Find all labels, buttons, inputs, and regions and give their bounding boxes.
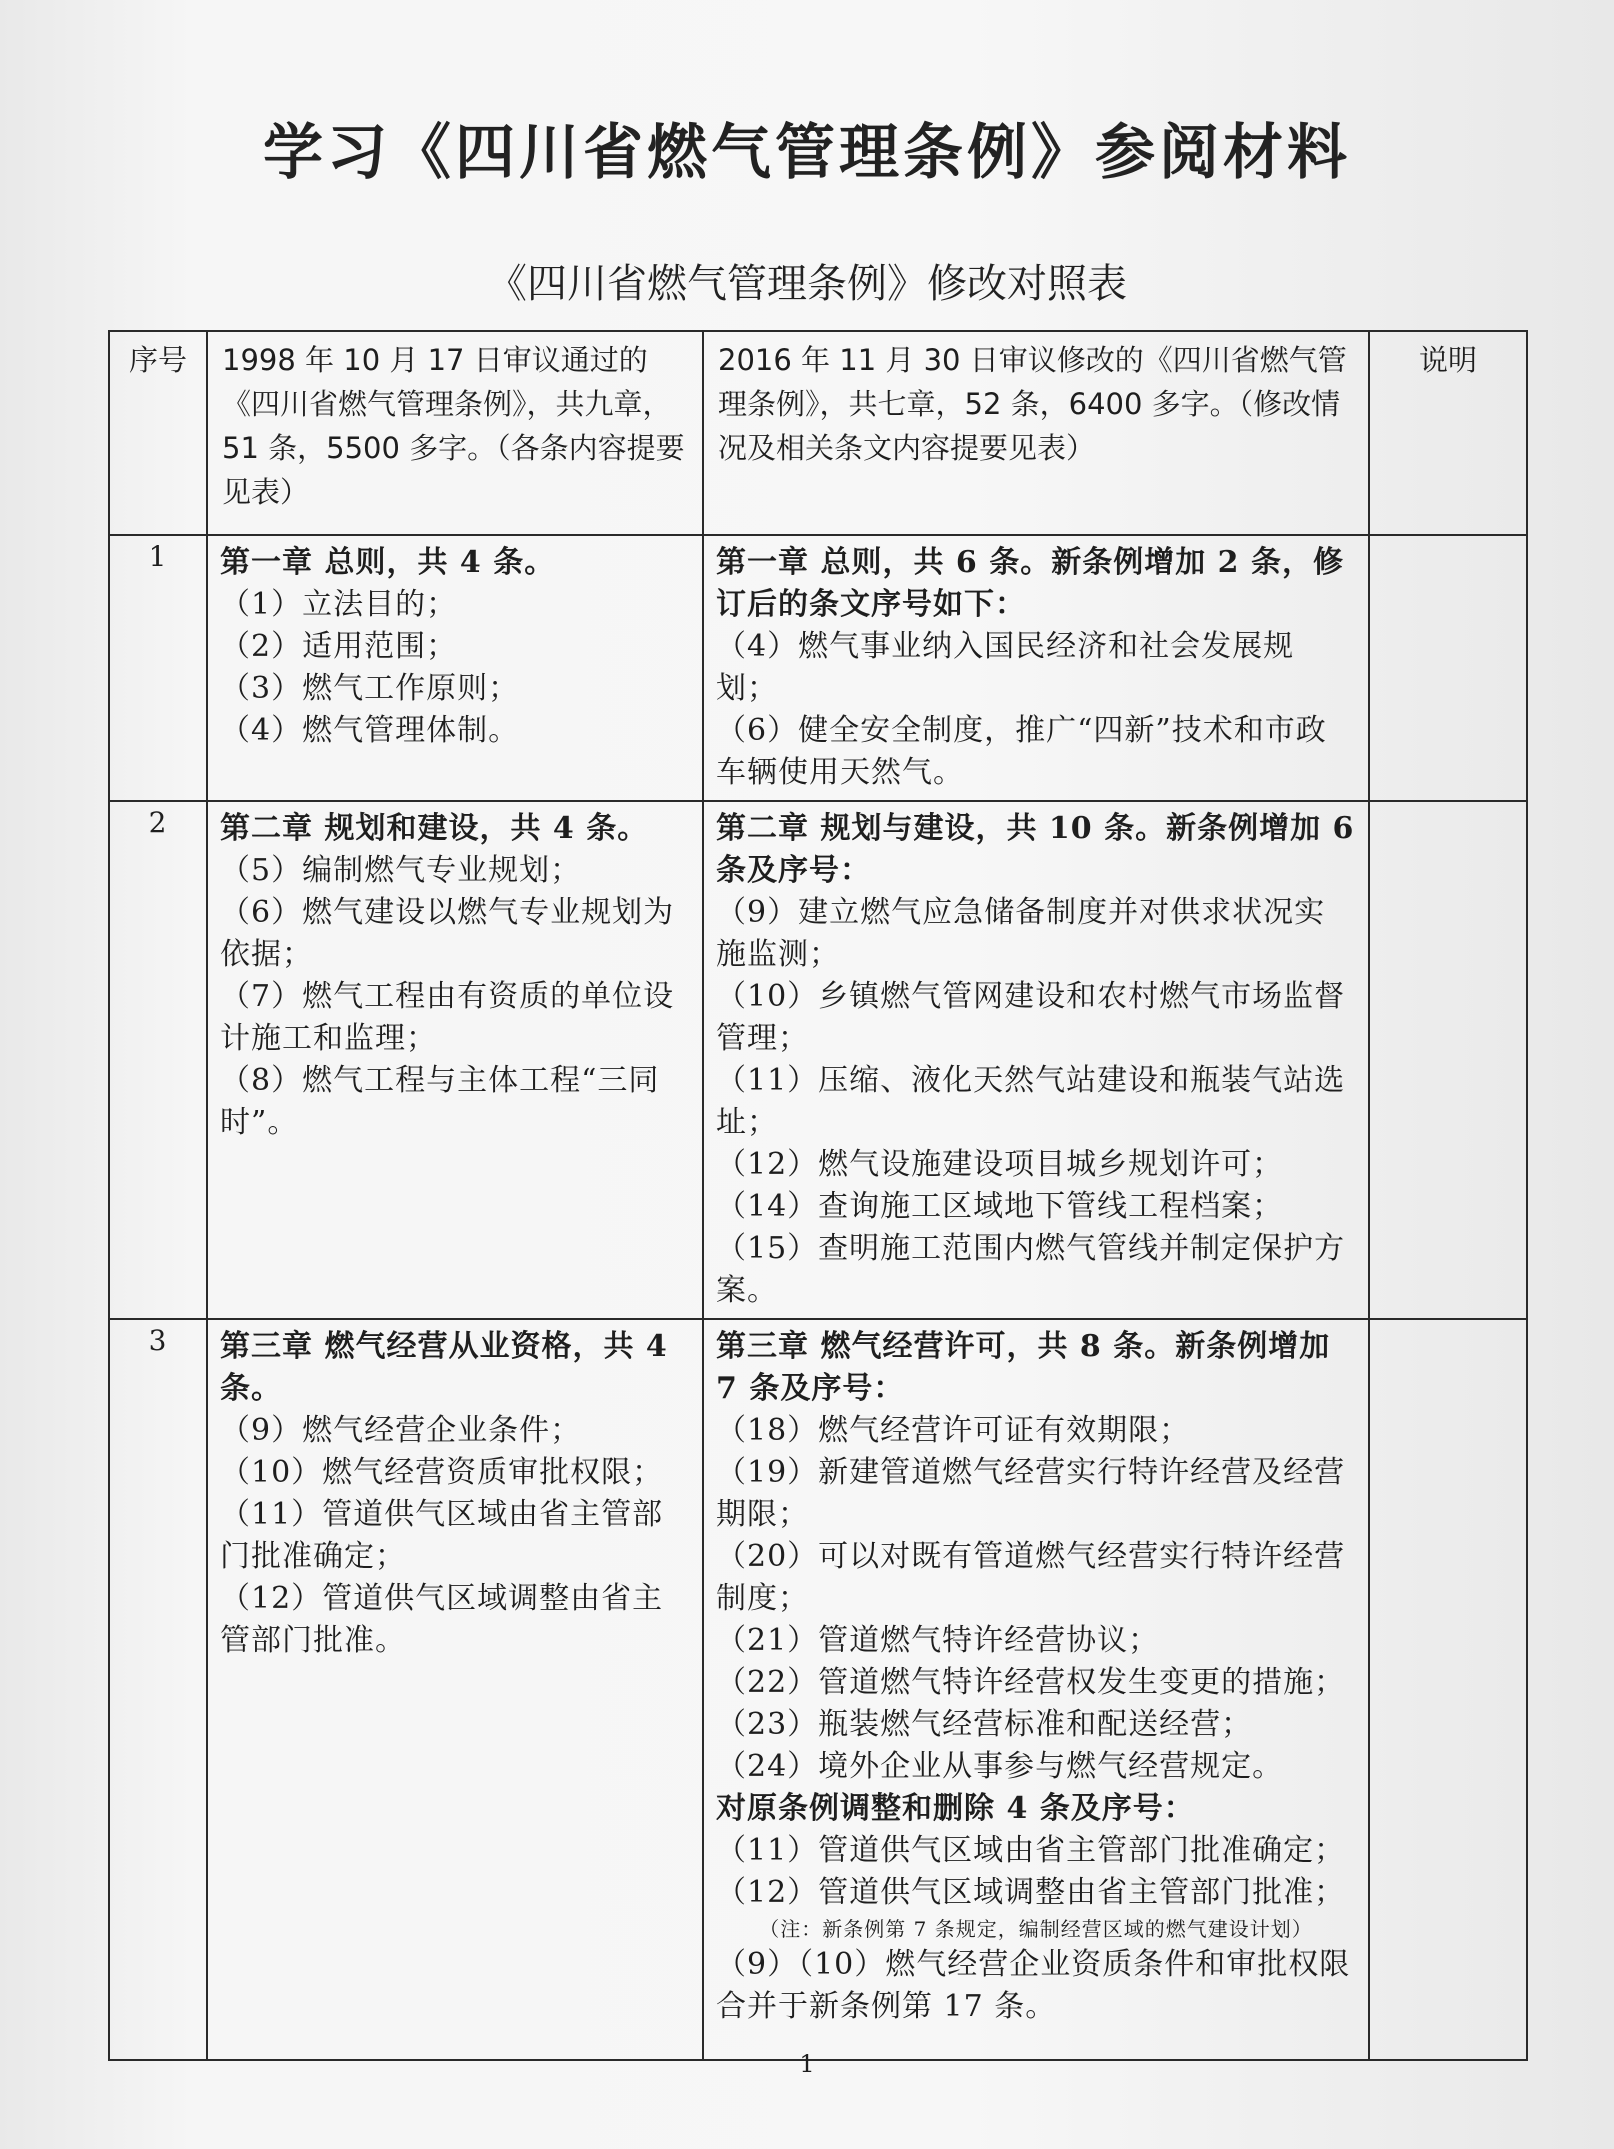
old-regulation-cell: [207, 1319, 703, 2060]
article-item: （23）瓶装燃气经营标准和配送经营；: [716, 1707, 1253, 1742]
old-regulation-cell: [207, 535, 703, 801]
header-old: 1998 年 10 月 17 日审议通过的《四川省燃气管理条例》，共九章，51 条，5500 多字。（各条内容提要见表）: [207, 331, 703, 535]
article-item: （4）燃气管理体制。: [220, 713, 520, 748]
article-item: （6）燃气建设以燃气专业规划为依据；: [220, 895, 675, 972]
article-item: （9）建立燃气应急储备制度并对供求状况实施监测；: [716, 895, 1326, 972]
header-seq: 序号: [109, 331, 207, 535]
table-row: [109, 535, 1527, 801]
new-regulation-cell: [703, 1319, 1369, 2060]
article-item: （15）查明施工范围内燃气管线并制定保护方案。: [716, 1231, 1346, 1308]
article-item: （9）燃气经营企业条件；: [220, 1413, 582, 1448]
footnote: （注：新条例第 7 条规定，编制经营区域的燃气建设计划）: [759, 1917, 1313, 1941]
new-regulation-cell: [703, 535, 1369, 801]
page-title: 学习《四川省燃气管理条例》参阅材料: [263, 118, 1351, 188]
article-item: （12）管道供气区域调整由省主管部门批准；: [716, 1875, 1346, 1910]
note-cell: [1369, 1319, 1527, 2060]
article-item: （3）燃气工作原则；: [220, 671, 520, 706]
header-row: [109, 331, 1527, 535]
article-item: （2）适用范围；: [220, 629, 458, 664]
table-row: [109, 801, 1527, 1319]
chapter-heading: 第一章 总则，共 4 条。: [220, 545, 556, 580]
chapter-heading: 第三章 燃气经营从业资格，共 4 条。: [220, 1329, 668, 1406]
chapter-heading: 第三章 燃气经营许可，共 8 条。新条例增加 7 条及序号：: [716, 1329, 1331, 1406]
chapter-heading: 第二章 规划与建设，共 10 条。新条例增加 6 条及序号：: [716, 811, 1355, 888]
article-item: （22）管道燃气特许经营权发生变更的措施；: [716, 1665, 1346, 1700]
article-item: （11）管道供气区域由省主管部门批准确定；: [220, 1497, 664, 1574]
article-item: （24）境外企业从事参与燃气经营规定。: [716, 1749, 1284, 1784]
table-row: [109, 1319, 1527, 2060]
chapter-heading: 第一章 总则，共 6 条。新条例增加 2 条，修订后的条文序号如下：: [716, 545, 1344, 622]
row-number: 2: [109, 801, 207, 1319]
article-item: （12）管道供气区域调整由省主管部门批准。: [220, 1581, 664, 1658]
header-new: 2016 年 11 月 30 日审议修改的《四川省燃气管理条例》，共七章，52 条，6400 多字。（修改情况及相关条文内容提要见表）: [703, 331, 1369, 535]
article-item: （8）燃气工程与主体工程“三同时”。: [220, 1063, 660, 1140]
article-item: （7）燃气工程由有资质的单位设计施工和监理；: [220, 979, 675, 1056]
article-item: （11）压缩、液化天然气站建设和瓶装气站选址；: [716, 1063, 1346, 1140]
article-item: （1）立法目的；: [220, 587, 458, 622]
table-title: 《四川省燃气管理条例》修改对照表: [487, 261, 1127, 307]
chapter-heading: 第二章 规划和建设，共 4 条。: [220, 811, 649, 846]
comparison-table: [108, 330, 1528, 2061]
article-item: （4）燃气事业纳入国民经济和社会发展规划；: [716, 629, 1295, 706]
adjustment-heading: 对原条例调整和删除 4 条及序号：: [716, 1791, 1195, 1826]
article-item: （9）（10）燃气经营企业资质条件和审批权限合并于新条例第 17 条。: [716, 1947, 1351, 2024]
article-item: （12）燃气设施建设项目城乡规划许可；: [716, 1147, 1284, 1182]
article-item: （10）燃气经营资质审批权限；: [220, 1455, 664, 1490]
page-number: 1: [799, 2050, 815, 2078]
article-item: （6）健全安全制度，推广“四新”技术和市政车辆使用天然气。: [716, 713, 1327, 790]
article-item: （21）管道燃气特许经营协议；: [716, 1623, 1160, 1658]
article-item: （18）燃气经营许可证有效期限；: [716, 1413, 1191, 1448]
article-item: （10）乡镇燃气管网建设和农村燃气市场监督管理；: [716, 979, 1346, 1056]
article-item: （19）新建管道燃气经营实行特许经营及经营期限；: [716, 1455, 1346, 1532]
article-item: （20）可以对既有管道燃气经营实行特许经营制度；: [716, 1539, 1346, 1616]
article-item: （11）管道供气区域由省主管部门批准确定；: [716, 1833, 1346, 1868]
article-item: （5）编制燃气专业规划；: [220, 853, 582, 888]
row-number: 3: [109, 1319, 207, 2060]
new-regulation-cell: [703, 801, 1369, 1319]
note-cell: [1369, 801, 1527, 1319]
article-item: （14）查询施工区域地下管线工程档案；: [716, 1189, 1284, 1224]
row-number: 1: [109, 535, 207, 801]
old-regulation-cell: [207, 801, 703, 1319]
note-cell: [1369, 535, 1527, 801]
header-note: 说明: [1369, 331, 1527, 535]
